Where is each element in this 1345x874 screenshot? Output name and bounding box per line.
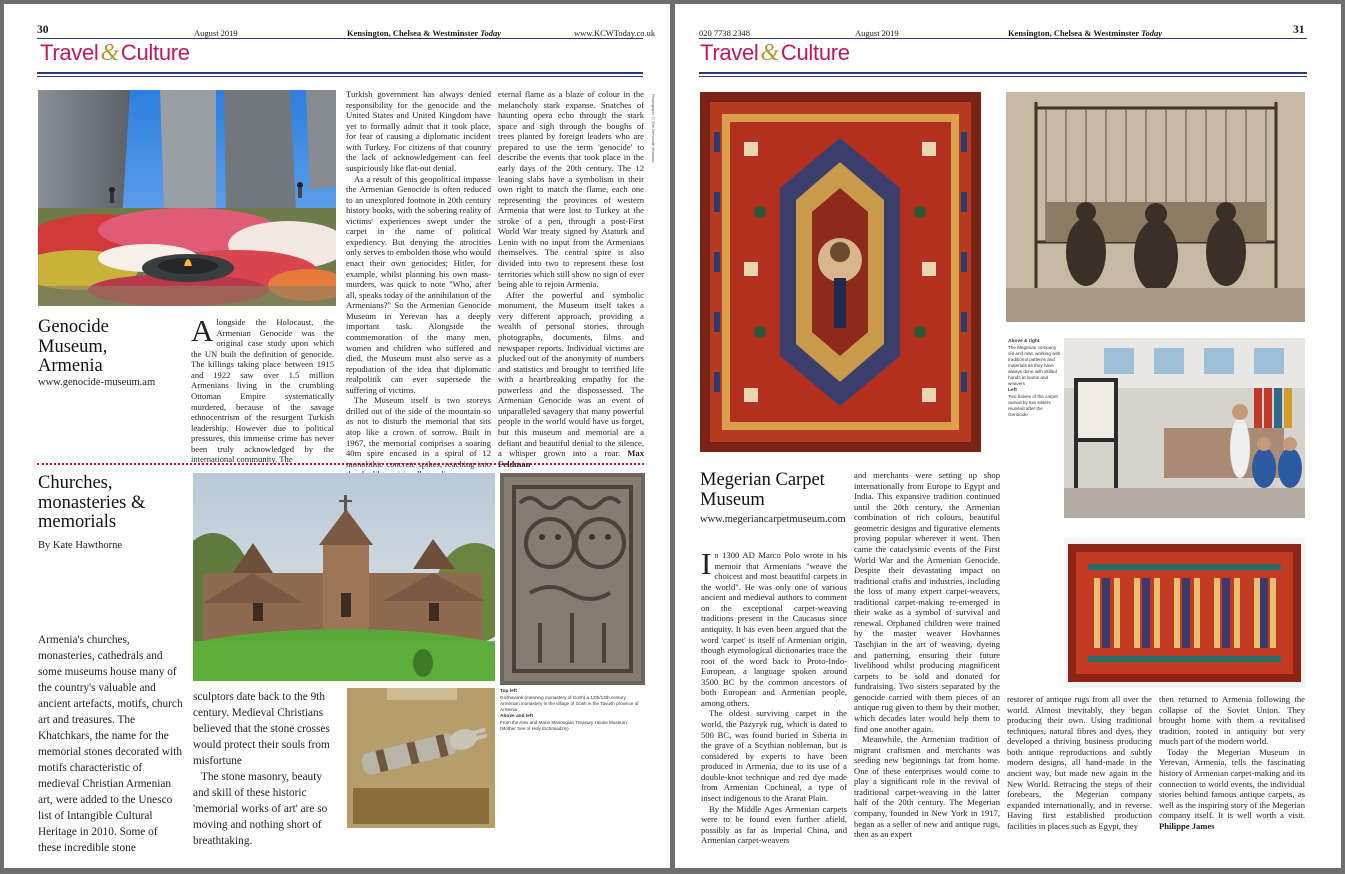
churches-heading: Churches, monasteries & memorials <box>38 473 146 533</box>
issue-date: August 2019 <box>194 28 238 38</box>
issue-date: August 2019 <box>855 28 899 38</box>
right-page <box>675 4 1341 868</box>
memorial-flame-photo <box>38 90 336 306</box>
phone-number: 020 7738 2348 <box>699 28 750 38</box>
genocide-museum-heading: Genocide Museum, Armenia <box>38 317 109 377</box>
genocide-column-3: eternal flame as a blaze of colour in the melancholy stark expanse. Snatches of haunting opera echo through the stark space and sigh through the boughs of trees planted by foreign leaders who are prepared to use the term 'genocide' to describe the events that took place in the early days of the 20th century. The 12 leaning slabs have a symbolism in their own right to match the flame, each one representing the provinces of western Armenia that were lost to Turkey at the stroke of a pen, through a post-First World War treaty signed by Ataturk and Lenin with no input from the Armenians themselves. The central spire is also divided into two to represent these lost territories which still show no sign of ever being able to rejoin Armenia. After the powerful and symbolic monument, the Museum itself takes a very different approach, providing a wealth of personal stories, through photographs, documents, films and newspaper reports. Individual victims are plucked out of the anonymity of numbers and statistics and brought to terrified life with a heartbreaking empathy for the powerless and the dispossessed. The Armenian Genocide was an event of unparalleled savagery that many powerful people in the world would have us forget, but this museum and memorial are a defiant and beautiful denial to the silence, a whisper grown into a roar. Max Feldman <box>498 89 644 469</box>
churches-column-1: Armenia's churches, monasteries, cathedrals and some museums house many of the country's valuable and ancient artefacts, motifs, church art and treasures. The Khatchkars, the name for the memorial stones decorated with motifs characteristic of medieval Christian Armenian art, were added to the Unesco list of Intangible Cultural Heritage in 2010. Some of these incredible stone <box>38 634 183 855</box>
megerian-column-4: then returned to Armenia following the collapse of the Soviet Union. They brought home with them a revitalised tradition, rooted in antiquity but very much part of the modern world. Today the Megerian Museum in Yerevan, Armenia, tells the fascinating history of Armenian carpet-making and its connection to world events, the individual stories behind famous antique carpets, as well as the inspiring story of the Megerian company itself. It is well worth a visit. Philippe James <box>1159 694 1305 831</box>
megerian-photo-caption: Above & right The Megerian company old and new, working with traditional patterns and materials as they have always done with skilled hands at looms and weavers Left Two halves of the carpet owned by two sisters reunited after the Genocide <box>1008 339 1061 418</box>
historic-weavers-photo <box>1006 92 1305 322</box>
churches-column-2: sculptors date back to the 9th century. Medieval Christians believed that the stone crosses would protect their souls from misfortune The stone masonry, beauty and skill of these historic 'memorial works of art' are so moving and nothing short of breathtaking. <box>193 691 330 848</box>
antique-carpet-photo <box>700 92 981 452</box>
goshavank-monastery-photo <box>193 473 495 681</box>
website: www.KCWToday.co.uk <box>574 28 656 38</box>
megerian-column-2: and merchants were setting up shop internationally from Europe to Egypt and India. This expansive tradition continued until the 20th century, the Armenian combination of rich colours, beautiful geometric designs and figurative elements proving popular wherever it went. Then came the cataclysmic events of the First World War and the Armenian Genocide. Despite their devastating impact on traditional crafts and industries, including the loss of many expert carpet-weavers, traditional carpet-making re-emerged in their wake as a symbol of survival and renewal. Orphaned children were trained by the master weaver Hovhannes Taschjian in the art of weaving, dyeing and patterning, ensuring their future livelihood whilst producing magnificent carpets to be sold and donated for fundraising. Two sisters separated by the genocide carried with them pieces of an antique rug given to them by their mother, which decades later would help them to find one another again. Meanwhile, the Armenian tradition of migrant craftsmen and merchants was seeding new beginnings far from home. One of these enterprises would come to play a significant role in the revival of traditional carpet-weaving in the latter half of the 20th century. The Megerian company, founded in New York in 1917, began as a seller of new and antique rugs, then as an expert <box>854 470 1000 840</box>
genocide-column-1: Alongside the Holocaust, the Armenian Genocide was the original case study upon which the UN built the definition of genocide. The killings taking place between 1915 and 1922 saw over 1.5 million Armenians living in the crumbling Ottoman Empire systematically murdered, because of the savage ethnocentrism of the resurgent Turkish leadership. However due to political pressures, this immense crime has never been truly acknowledged by the international community. The <box>191 313 334 465</box>
reunited-carpet-photo <box>1064 538 1305 688</box>
section-rule <box>699 72 1307 74</box>
churches-photo-caption: Top left Goshavank (meaning monastery of Gosh) a 12th/13th century Armenian monastery in the village of Gosh in the Tavush province of Armenia Above and left From the Alex and Marie Manoogian Treasury House Museum (Mother See of Holy Etchmiadzin) <box>500 689 639 732</box>
reliquary-arm-photo <box>347 688 495 828</box>
author-signature: Max Feldman <box>498 448 644 469</box>
megerian-url: www.megeriancarpetmuseum.com <box>700 514 846 525</box>
page-number: 31 <box>1293 24 1305 36</box>
section-title: Travel&Culture <box>40 40 190 66</box>
megerian-column-3: restorer of antique rugs from all over the world. Almost inevitably, they began producing their own. Using traditional techniques, natural fibres and dyes, they developed a thriving business producing both antique reproductions and subtly modern designs, all hand-made in the ancient way, but made new again in the New World. Retracing the steps of their forebears, the Megerian company expanded internationally, and in reverse. Having first established production facilities in places such as Egypt, they <box>1007 694 1152 831</box>
section-rule-thin <box>699 76 1307 77</box>
megerian-column-1: In 1300 AD Marco Polo wrote in his memoir that Armenians "weave the choicest and most beautiful carpets in the world". He was only one of various ancient and medieval authors to comment on the exceptional carpet-weaving traditions present in the Caucasus since antiquity. It has even been argued that the word 'carpet' is itself of Armenian origin, though etymological dictionaries trace the root of the word back to Proto-Indo-European, a language spoken around 3500 BC by the common ancestors of both European and Armenian people, among others. The oldest surviving carpet in the world, the Pazyryk rug, which is dated to 500 BC, was found buried in Siberia in the grave of a Scythian nobleman, but is considered by experts to have been produced in Armenia, due to its use of a double-knot technique and red dye made from Armenian Cochineal, a type of insect indigenous to the Ararat Plain. By the Middle Ages Armenian carpets were to be found even further afield, possibly as far as Imperial China, and Armenian carpet-weavers <box>701 546 847 846</box>
publication-name: Kensington, Chelsea & Westminster Today <box>347 28 502 38</box>
photo-credit: Photograph: © The Genocide Museum <box>651 94 656 163</box>
author-signature: Philippe James <box>1159 820 1215 831</box>
churches-byline: By Kate Hawthorne <box>38 540 122 551</box>
publication-name: Kensington, Chelsea & Westminster Today <box>1008 28 1163 38</box>
page-number: 30 <box>37 24 49 36</box>
khatchkar-stone-photo <box>500 473 645 685</box>
genocide-column-2: Turkish government has always denied responsibility for the genocide and the United States and United Kingdom have yet to formally admit that it took place, for fear of causing a diplomatic incident with Turkey. For citizens of that country the lack of acknowledgement can feel suspiciously like flat-out denial. As a result of this geopolitical impasse the Armenian Genocide is often reduced to an unexplored footnote in 20th century history books, with the sobering reality of victims' experiences swept under the carpet in the name of political expediency. But denying the atrocities only serves to embolden those who would enact their own genocides; Hitler, for example, whilst planning his own mass-murders, was quick to note "Who, after all, speaks today of the annihilation of the Armenians?" So the Armenian Genocide Museum in Yerevan has a deeply important task. Alongside the commemoration of the many men, women and children who suffered and died, the Museum must also serve as a repudiation of the idea that diplomatic realpolitik can ever supersede the suffering of victims. The Museum itself is two storeys drilled out of the side of the mountain so as not to disturb the memorial that sits atop like a crown of sorrow. Built in 1967, the memorial comprises a soaring 40m spire encased in a spiral of 12 monolithic concrete spikes, reaching into <box>346 89 491 469</box>
section-rule-thin <box>37 76 643 77</box>
section-rule <box>37 72 643 74</box>
left-page <box>4 4 670 868</box>
section-divider <box>37 463 644 465</box>
genocide-museum-url: www.genocide-museum.am <box>38 377 156 388</box>
modern-workshop-photo <box>1064 338 1305 518</box>
section-title: Travel&Culture <box>700 40 850 66</box>
header-rule <box>37 38 643 39</box>
header-rule <box>699 38 1307 39</box>
megerian-heading: Megerian Carpet Museum <box>700 470 825 510</box>
